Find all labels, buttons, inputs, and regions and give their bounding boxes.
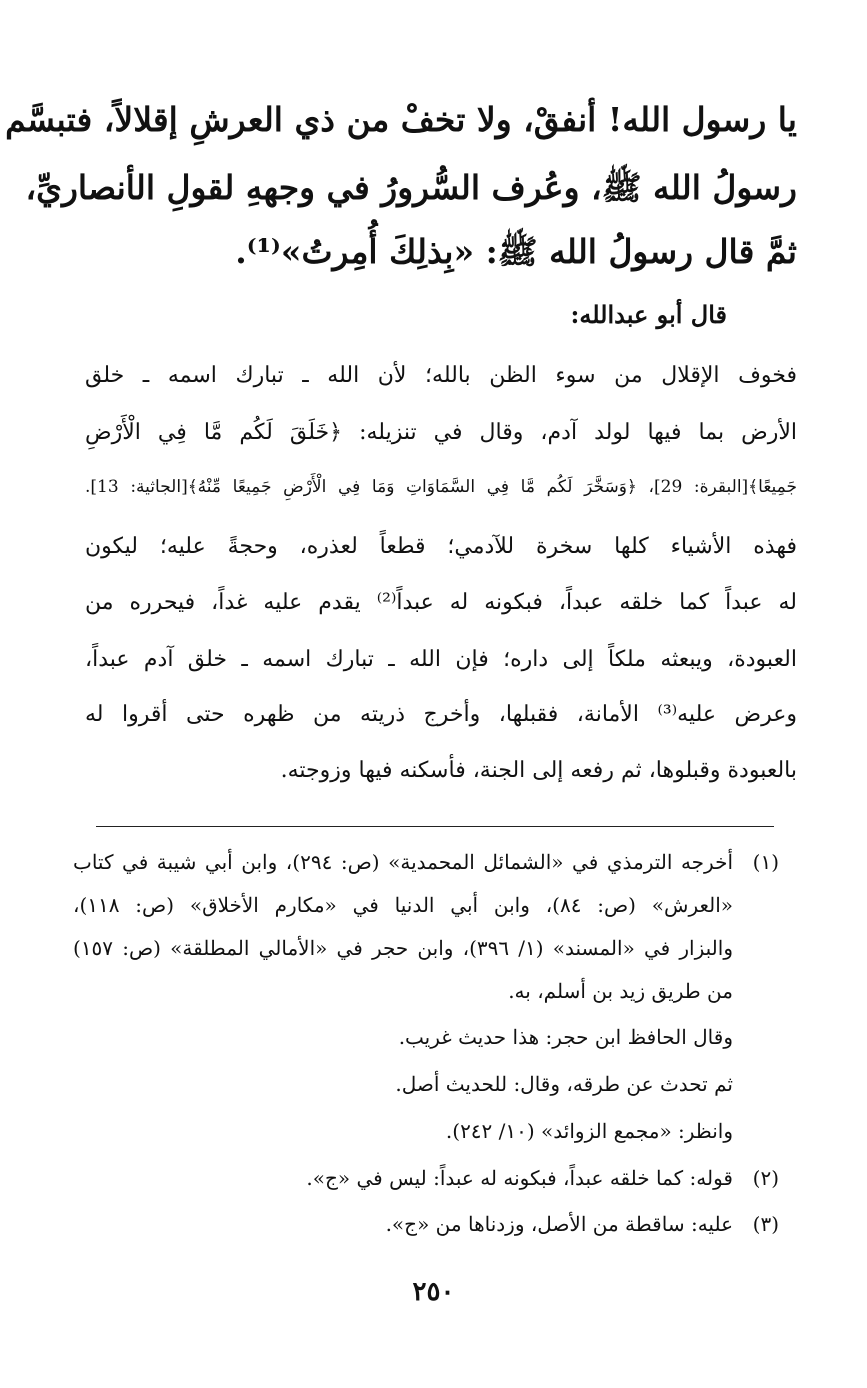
footnote-1-line-1: أخرجه الترمذي في «الشمائل المحمدية» (ص: ٢٩٤)، وابن أبي شيبة في كتاب: [73, 850, 734, 874]
body-line-3: جَمِيعًا﴾[البقرة: 29]، ﴿وَسَخَّرَ لَكُم مَّا فِي السَّمَاوَاتِ وَمَا فِي الْأَرْضِ جَمِيعًا مِّنْهُ﴾[الجاثية: 13].: [85, 477, 797, 497]
footnote-2-text: قوله: كما خلقه عبداً، فبكونه له عبداً: ليس في «ج».: [306, 1166, 733, 1190]
body-line-8: بالعبودة وقبلوها، ثم رفعه إلى الجنة، فأسكنه فيها وزوجته.: [280, 758, 797, 783]
footnote-2-number: (٢): [752, 1166, 779, 1190]
footnote-1-line-7: وانظر: «مجمع الزوائد» (١٠/ ٢٤٢).: [445, 1119, 733, 1143]
body-line-4: فهذه الأشياء كلها سخرة للآدمي؛ قطعاً لعذره، وحجةً عليه؛ ليكون: [85, 534, 797, 559]
body-line-1: فخوف الإقلال من سوء الظن بالله؛ لأن الله ـ تبارك اسمه ـ خلق: [85, 363, 797, 388]
footnote-3-text: عليه: ساقطة من الأصل، وزدناها من «ج».: [385, 1212, 733, 1236]
hadith-line-3: ثمَّ قال رسولُ الله ﷺ: «بِذلِكَ أُمِرتُ»⁽¹⁾.: [235, 232, 797, 271]
body-line-5: له عبداً كما خلقه عبداً، فبكونه له عبداً⁽²⁾ يقدم عليه غداً، فيحرره من: [85, 590, 797, 615]
hadith-line-2: رسولُ الله ﷺ، وعُرف السُّرورُ في وجههِ لقولِ الأنصاريِّ،: [25, 168, 797, 207]
footnote-1-line-4: من طريق زيد بن أسلم، به.: [508, 979, 733, 1003]
footnote-1-number: (١): [752, 850, 779, 874]
footnote-1-line-6: ثم تحدث عن طرقه، وقال: للحديث أصل.: [395, 1072, 733, 1096]
hadith-line-1: يا رسول الله! أنفقْ، ولا تخفْ من ذي العرشِ إقلالاً، فتبسَّم: [5, 100, 797, 139]
footnote-1-line-3: والبزار في «المسند» (١/ ٣٩٦)، وابن حجر في «الأمالي المطلقة» (ص: ١٥٧): [73, 936, 733, 960]
body-line-7: وعرض عليه⁽³⁾ الأمانة، فقبلها، وأخرج ذريته من ظهره حتى أقروا له: [85, 702, 797, 727]
section-heading: قال أبو عبدالله:: [570, 300, 727, 329]
footnote-1-line-5: وقال الحافظ ابن حجر: هذا حديث غريب.: [398, 1025, 733, 1049]
footnote-1-line-2: «العرش» (ص: ٨٤)، وابن أبي الدنيا في «مكارم الأخلاق» (ص: ١١٨)،: [73, 893, 734, 917]
body-line-2: الأرض بما فيها لولد آدم، وقال في تنزيله: ﴿خَلَقَ لَكُم مَّا فِي الْأَرْضِ: [85, 420, 797, 445]
body-line-6: العبودة، ويبعثه ملكاً إلى داره؛ فإن الله ـ تبارك اسمه ـ خلق آدم عبداً،: [85, 647, 797, 672]
page-number: ٢٥٠: [412, 1277, 455, 1307]
footnote-divider: [96, 826, 774, 827]
footnote-3-number: (٣): [752, 1212, 779, 1236]
